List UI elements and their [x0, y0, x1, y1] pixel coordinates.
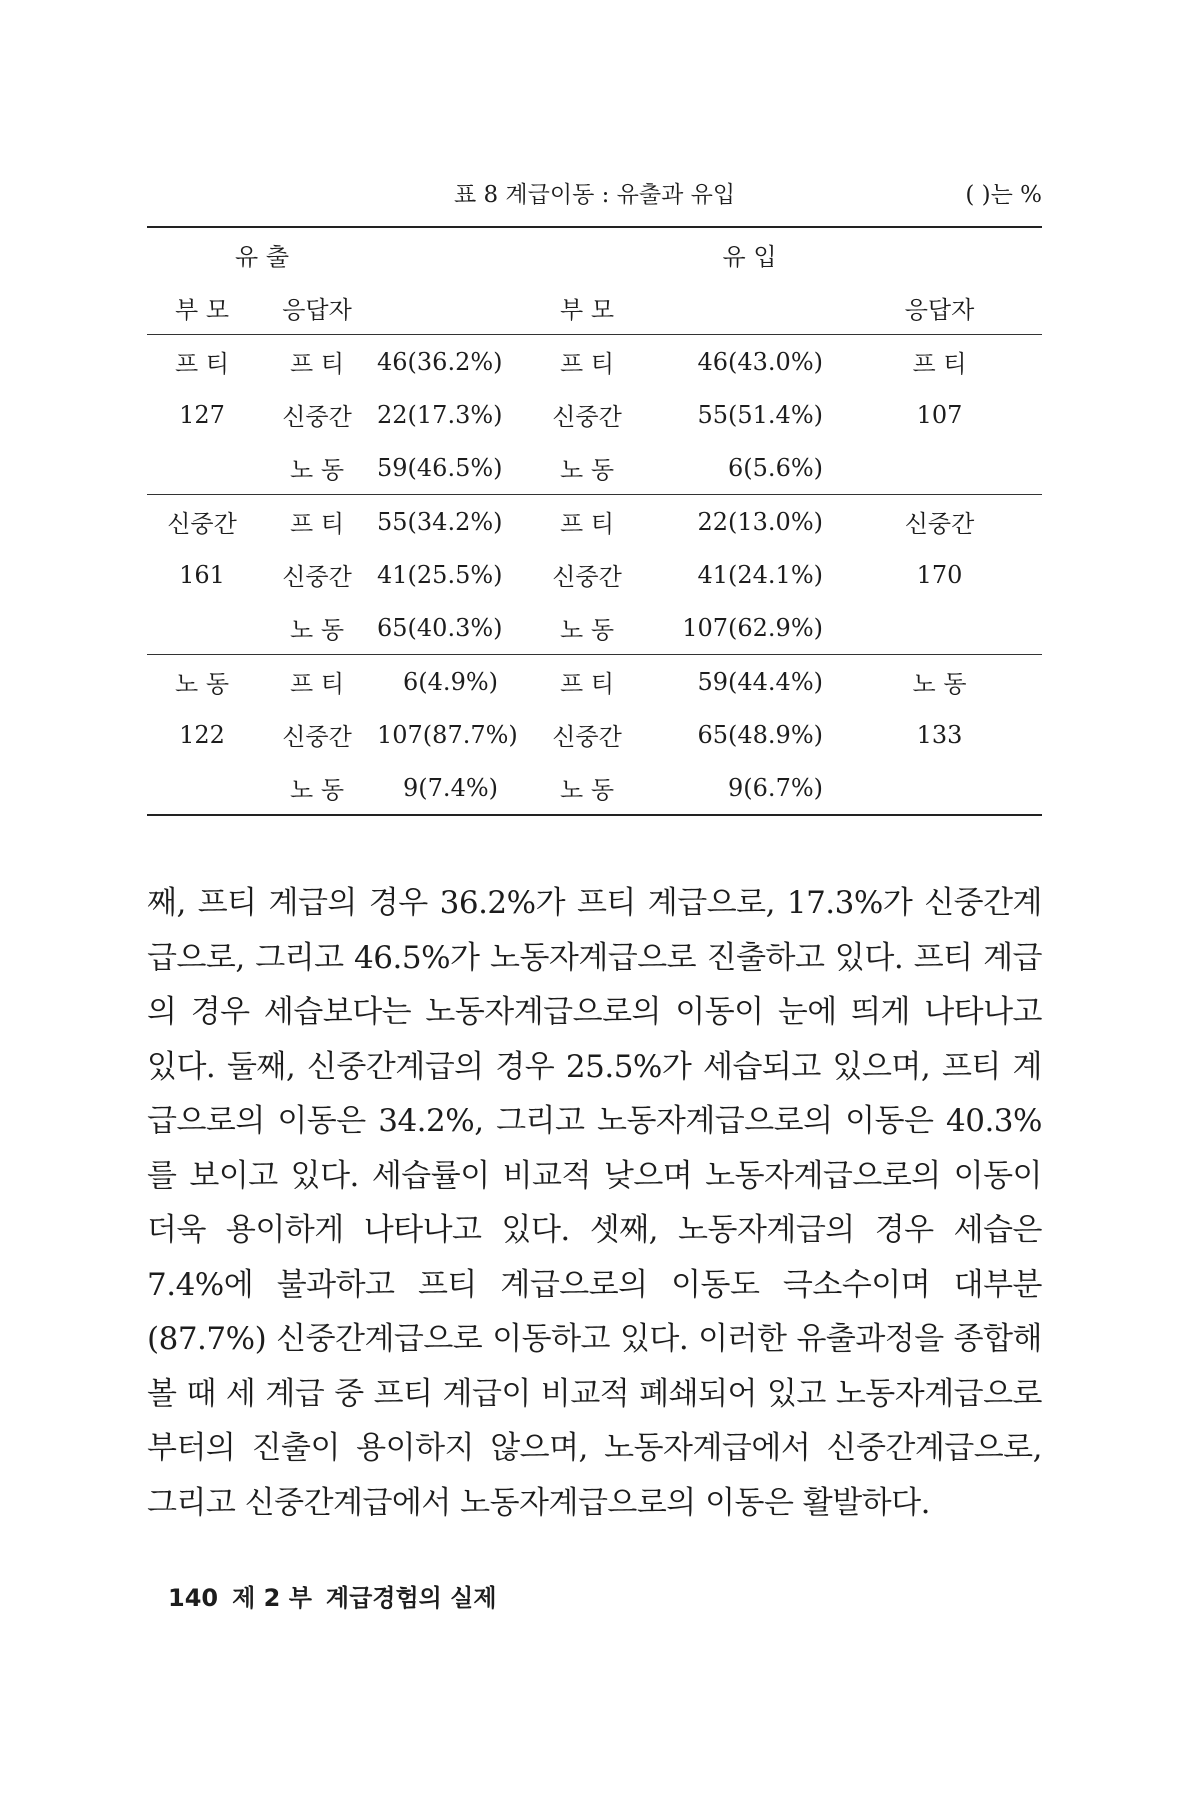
out-class: 노 동: [257, 761, 377, 815]
part-label: 제 2 부: [232, 1584, 312, 1612]
mobility-table: [147, 226, 1042, 816]
resp-count: 170: [916, 560, 963, 589]
parent-class: 노 동: [147, 655, 257, 709]
header-respondent-in: 응답자: [904, 296, 975, 324]
in-value: 22(13.0%): [662, 495, 837, 549]
out-class: 신중간: [282, 723, 352, 751]
table-header-group-row: [147, 227, 1042, 281]
table-unit-note: ( )는 %: [965, 182, 1042, 208]
table-row: [147, 388, 1042, 441]
header-parent-in: 부 모: [560, 296, 614, 324]
parent-class: 신중간: [147, 495, 257, 549]
resp-count: 107: [916, 400, 963, 429]
resp-class: 노 동: [837, 655, 1042, 709]
out-value: 59(46.5%): [377, 453, 503, 482]
table-header-col-row: [147, 281, 1042, 335]
out-class: 노 동: [290, 456, 344, 484]
in-class: 프 티: [512, 495, 662, 549]
table-row: [147, 441, 1042, 495]
out-value: 9(7.4%): [377, 761, 512, 815]
resp-class: 신중간: [837, 495, 1042, 549]
out-value: 65(40.3%): [377, 613, 503, 642]
header-respondent-out: 응답자: [282, 296, 352, 324]
table-row: [147, 655, 1042, 709]
table-row: [147, 335, 1042, 389]
header-inflow: 유 입: [662, 227, 837, 281]
in-value: 6(5.6%): [728, 453, 823, 482]
table-row: [147, 601, 1042, 655]
out-value: 46(36.2%): [377, 335, 512, 389]
table-row: [147, 708, 1042, 761]
out-class: 프 티: [257, 335, 377, 389]
out-class: 프 티: [257, 655, 377, 709]
in-value: 59(44.4%): [662, 655, 837, 709]
table-title: 표 8 계급이동 : 유출과 유입: [453, 182, 736, 208]
parent-count: 122: [179, 720, 225, 749]
in-value: 107(62.9%): [682, 613, 823, 642]
body-paragraph: 째, 프티 계급의 경우 36.2%가 프티 계급으로, 17.3%가 신중간계급으로, 그리고 46.5%가 노동자계급으로 진출하고 있다. 프티 계급의 경우 세습보다는 노동자계급으로의 이동이 눈에 띄게 나타나고 있다. 둘째, 신중간계급의 경우 25.5%가 세습되고 있으며, 프티 계급으로의 이동은 34.2%, 그리고 노동자계급으로의 이동은 40.3%를 보이고 있다. 세습률이 비교적 낮으며 노동자계급으로의 이동이 더욱 용이하게 나타나고 있다. 셋째, 노동자계급의 경우 세습은 7.4%에 불과하고 프티 계급으로의 이동도 극소수이며 대부분(87.7%) 신중간계급으로 이동하고 있다. 이러한 유출과정을 종합해 볼 때 세 계급 중 프티 계급이 비교적 폐쇄되어 있고 노동자계급으로부터의 진출이 용이하지 않으며, 노동자계급에서 신중간계급으로, 그리고 신중간계급에서 노동자계급으로의 이동은 활발하다.: [147, 885, 1042, 1521]
page-number: 140: [168, 1584, 219, 1612]
in-class: 노 동: [560, 456, 614, 484]
in-class: 노 동: [560, 616, 614, 644]
out-class: 신중간: [282, 403, 352, 431]
part-title: 계급경험의 실제: [325, 1584, 497, 1612]
in-class: 프 티: [512, 335, 662, 389]
in-class: 신중간: [552, 563, 622, 591]
table-row: [147, 548, 1042, 601]
in-value: 9(6.7%): [662, 761, 837, 815]
out-class: 노 동: [290, 616, 344, 644]
table-caption: [147, 170, 1042, 210]
resp-count: 133: [916, 720, 963, 749]
page-footer: [168, 1578, 511, 1613]
in-class: 노 동: [512, 761, 662, 815]
in-value: 41(24.1%): [697, 560, 823, 589]
in-value: 46(43.0%): [662, 335, 837, 389]
out-class: 신중간: [282, 563, 352, 591]
table-row: [147, 761, 1042, 815]
parent-count: 161: [179, 560, 225, 589]
in-value: 55(51.4%): [697, 400, 823, 429]
in-value: 65(48.9%): [697, 720, 823, 749]
header-outflow: 유 출: [147, 227, 377, 281]
out-class: 프 티: [257, 495, 377, 549]
out-value: 41(25.5%): [377, 560, 503, 589]
out-value: 22(17.3%): [377, 400, 503, 429]
in-class: 신중간: [552, 403, 622, 431]
table-row: [147, 495, 1042, 549]
parent-class: 프 티: [147, 335, 257, 389]
out-value: 55(34.2%): [377, 495, 512, 549]
in-class: 프 티: [512, 655, 662, 709]
parent-count: 127: [179, 400, 225, 429]
in-class: 신중간: [552, 723, 622, 751]
resp-class: 프 티: [837, 335, 1042, 389]
header-parent-out: 부 모: [175, 296, 229, 324]
out-value: 6(4.9%): [377, 655, 512, 709]
out-value: 107(87.7%): [377, 720, 518, 749]
